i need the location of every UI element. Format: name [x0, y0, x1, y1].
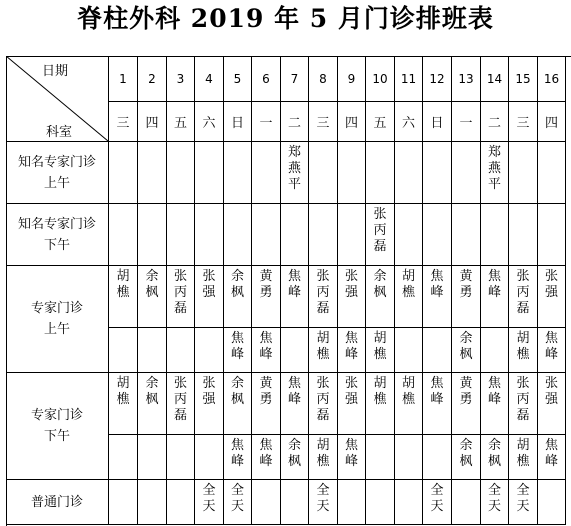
schedule-cell: [281, 142, 309, 204]
day-number-cell: [281, 56, 309, 102]
day-number: 13: [458, 71, 474, 86]
weekday-cell: [224, 102, 252, 142]
department-cell: [6, 142, 109, 204]
day-number: 9: [347, 71, 356, 86]
doctor-name: 焦 峰: [259, 331, 273, 362]
schedule-cell: [309, 328, 338, 373]
department-label: [18, 152, 96, 194]
department-label: [31, 298, 83, 340]
weekday-cell: [195, 102, 224, 142]
schedule-cell: [481, 142, 509, 204]
weekday-label: 三: [116, 116, 130, 131]
schedule-cell: [366, 204, 395, 266]
day-number-cell: [509, 56, 538, 102]
doctor-name: 焦 峰: [287, 376, 301, 407]
full-day-label: 全 天: [516, 483, 530, 514]
schedule-cell: [395, 435, 423, 480]
doctor-name: 胡 樵: [116, 376, 130, 407]
weekday-label: 四: [544, 116, 558, 131]
schedule-cell: [338, 266, 366, 328]
dept-header-label: 科室: [46, 125, 73, 140]
schedule-cell: [195, 266, 224, 328]
schedule-cell: [338, 142, 366, 204]
day-number: 5: [233, 71, 242, 86]
doctor-name: 张 丙 磊: [516, 376, 530, 423]
doctor-name: 张 丙 磊: [373, 207, 387, 254]
schedule-cell: [281, 373, 309, 435]
day-number-cell: [224, 56, 252, 102]
weekday-label: 四: [344, 116, 358, 131]
schedule-cell: [195, 373, 224, 435]
schedule-cell: [309, 142, 338, 204]
schedule-cell: [481, 328, 509, 373]
schedule-cell: [366, 266, 395, 328]
schedule-cell: [138, 480, 167, 525]
doctor-name: 张 强: [202, 376, 216, 407]
doctor-name: 余 枫: [287, 438, 301, 469]
schedule-cell: [224, 142, 252, 204]
schedule-cell: [252, 266, 281, 328]
day-number-cell: [395, 56, 423, 102]
doctor-name: 郑 燕 平: [487, 145, 501, 192]
schedule-cell: [138, 328, 167, 373]
weekday-label: 三: [316, 116, 330, 131]
day-number-cell: [423, 56, 452, 102]
schedule-cell: [281, 435, 309, 480]
schedule-cell: [481, 435, 509, 480]
schedule-cell: [395, 328, 423, 373]
schedule-cell: [423, 373, 452, 435]
schedule-cell: [224, 328, 252, 373]
weekday-cell: [423, 102, 452, 142]
schedule-cell: [109, 266, 138, 328]
schedule-cell: [452, 142, 481, 204]
weekday-label: 二: [287, 116, 301, 131]
schedule-cell: [481, 204, 509, 266]
department-cell: [6, 373, 109, 480]
schedule-cell: [309, 204, 338, 266]
weekday-cell: [366, 102, 395, 142]
doctor-name: 张 强: [344, 269, 358, 300]
schedule-cell: [538, 328, 566, 373]
schedule-cell: [395, 266, 423, 328]
schedule-cell: [509, 480, 538, 525]
schedule-cell: [252, 480, 281, 525]
doctor-name: 胡 樵: [116, 269, 130, 300]
day-number-cell: [109, 56, 138, 102]
schedule-cell: [138, 373, 167, 435]
schedule-cell: [538, 204, 566, 266]
schedule-cell: [366, 328, 395, 373]
department-label-line: 专家门诊: [30, 301, 83, 316]
schedule-cell: [538, 266, 566, 328]
department-label-line: 知名专家门诊: [17, 216, 96, 232]
doctor-name: 余 枫: [373, 269, 387, 300]
schedule-cell: [366, 142, 395, 204]
doctor-name: 胡 樵: [316, 438, 330, 469]
day-number: 2: [148, 71, 156, 86]
schedule-cell: [452, 373, 481, 435]
day-number: 15: [515, 71, 531, 86]
doctor-name: 焦 峰: [230, 438, 244, 469]
doctor-name: 黄 勇: [459, 269, 473, 300]
day-number: 11: [400, 71, 417, 86]
schedule-cell: [423, 204, 452, 266]
weekday-label: 六: [202, 116, 216, 131]
day-number: 4: [205, 71, 213, 86]
doctor-name: 余 枫: [145, 269, 159, 300]
weekday-label: 六: [401, 116, 415, 131]
schedule-cell: [395, 480, 423, 525]
doctor-name: 张 丙 磊: [173, 376, 187, 423]
weekday-label: 日: [230, 116, 244, 131]
schedule-cell: [167, 480, 195, 525]
weekday-label: 二: [487, 116, 501, 131]
doctor-name: 余 枫: [459, 331, 473, 362]
schedule-cell: [167, 328, 195, 373]
schedule-cell: [109, 204, 138, 266]
day-number-cell: [138, 56, 167, 102]
schedule-cell: [423, 328, 452, 373]
schedule-cell: [138, 435, 167, 480]
schedule-cell: [481, 266, 509, 328]
weekday-cell: [338, 102, 366, 142]
day-number-cell: [167, 56, 195, 102]
day-number: 1: [119, 71, 127, 86]
doctor-name: 焦 峰: [430, 269, 444, 300]
schedule-cell: [538, 480, 566, 525]
schedule-cell: [452, 480, 481, 525]
corner-header-cell: [6, 56, 109, 142]
schedule-cell: [167, 142, 195, 204]
doctor-name: 余 枫: [145, 376, 159, 407]
schedule-cell: [167, 373, 195, 435]
doctor-name: 黄 勇: [459, 376, 473, 407]
doctor-name: 胡 樵: [316, 331, 330, 362]
full-day-label: 全 天: [430, 483, 444, 514]
schedule-cell: [167, 204, 195, 266]
schedule-cell: [338, 373, 366, 435]
schedule-cell: [167, 435, 195, 480]
department-label-line: 专家门诊: [30, 408, 83, 423]
schedule-cell: [109, 480, 138, 525]
schedule-cell: [252, 373, 281, 435]
day-number-cell: [452, 56, 481, 102]
day-number-cell: [252, 56, 281, 102]
full-day-label: 全 天: [230, 483, 244, 514]
schedule-cell: [252, 204, 281, 266]
date-header-label: 日期: [42, 64, 69, 79]
doctor-name: 张 丙 磊: [173, 269, 187, 316]
department-cell: [6, 204, 109, 266]
schedule-cell: [309, 373, 338, 435]
doctor-name: 胡 樵: [373, 331, 387, 362]
day-number-cell: [481, 56, 509, 102]
schedule-cell: [224, 204, 252, 266]
schedule-cell: [423, 480, 452, 525]
schedule-cell: [538, 435, 566, 480]
weekday-cell: [167, 102, 195, 142]
weekday-label: 一: [259, 116, 273, 131]
weekday-cell: [452, 102, 481, 142]
weekday-cell: [395, 102, 423, 142]
weekday-label: 日: [430, 116, 444, 131]
doctor-name: 黄 勇: [259, 269, 273, 300]
schedule-cell: [138, 266, 167, 328]
schedule-cell: [281, 266, 309, 328]
schedule-cell: [109, 328, 138, 373]
weekday-cell: [138, 102, 167, 142]
schedule-cell: [281, 328, 309, 373]
schedule-cell: [138, 204, 167, 266]
schedule-cell: [538, 373, 566, 435]
schedule-cell: [395, 373, 423, 435]
doctor-name: 焦 峰: [344, 331, 358, 362]
doctor-name: 焦 峰: [544, 438, 558, 469]
schedule-cell: [109, 435, 138, 480]
department-cell: [6, 266, 109, 373]
weekday-cell: [281, 102, 309, 142]
department-label-line: 下午: [43, 429, 70, 444]
schedule-cell: [224, 435, 252, 480]
department-label: [31, 492, 83, 513]
doctor-name: 张 强: [544, 269, 558, 300]
doctor-name: 黄 勇: [259, 376, 273, 407]
day-number: 8: [319, 71, 327, 86]
doctor-name: 余 枫: [230, 269, 244, 300]
weekday-cell: [109, 102, 138, 142]
schedule-cell: [281, 204, 309, 266]
schedule-cell: [309, 266, 338, 328]
schedule-cell: [281, 480, 309, 525]
schedule-cell: [195, 142, 224, 204]
doctor-name: 焦 峰: [487, 269, 501, 300]
doctor-name: 焦 峰: [544, 331, 558, 362]
weekday-cell: [509, 102, 538, 142]
page-title: 脊柱外科 2019 年 5 月门诊排班表: [77, 4, 494, 33]
schedule-cell: [109, 373, 138, 435]
schedule-cell: [224, 266, 252, 328]
schedule-cell: [309, 480, 338, 525]
schedule-cell: [509, 266, 538, 328]
day-number-cell: [538, 56, 566, 102]
day-number-cell: [338, 56, 366, 102]
schedule-cell: [338, 480, 366, 525]
doctor-name: 张 强: [344, 376, 358, 407]
schedule-cell: [481, 480, 509, 525]
weekday-label: 一: [459, 116, 473, 131]
department-label-line: 上午: [43, 322, 70, 337]
department-label-line: 知名专家门诊: [17, 154, 96, 170]
schedule-cell: [252, 328, 281, 373]
doctor-name: 胡 樵: [516, 331, 530, 362]
day-number: 14: [486, 71, 503, 86]
full-day-label: 全 天: [487, 483, 501, 514]
full-day-label: 全 天: [316, 483, 330, 514]
schedule-cell: [481, 373, 509, 435]
schedule-cell: [538, 142, 566, 204]
schedule-cell: [395, 142, 423, 204]
schedule-cell: [167, 266, 195, 328]
schedule-cell: [195, 480, 224, 525]
doctor-name: 胡 樵: [401, 269, 415, 300]
schedule-cell: [509, 142, 538, 204]
doctor-name: 焦 峰: [430, 376, 444, 407]
schedule-cell: [366, 435, 395, 480]
doctor-name: 胡 樵: [373, 376, 387, 407]
weekday-cell: [481, 102, 509, 142]
department-cell: [6, 480, 109, 525]
schedule-cell: [338, 435, 366, 480]
doctor-name: 焦 峰: [259, 438, 273, 469]
weekday-cell: [309, 102, 338, 142]
day-number-cell: [309, 56, 338, 102]
doctor-name: 胡 樵: [401, 376, 415, 407]
day-number: 7: [290, 71, 299, 86]
department-label-line: 下午: [43, 237, 70, 253]
schedule-cell: [195, 328, 224, 373]
department-label: [31, 405, 83, 447]
weekday-label: 五: [173, 116, 187, 131]
schedule-cell: [138, 142, 167, 204]
schedule-cell: [423, 435, 452, 480]
schedule-cell: [423, 266, 452, 328]
schedule-cell: [452, 204, 481, 266]
schedule-cell: [338, 204, 366, 266]
weekday-label: 五: [373, 116, 387, 131]
weekday-label: 四: [145, 116, 159, 131]
full-day-label: 全 天: [202, 483, 216, 514]
doctor-name: 焦 峰: [287, 269, 301, 300]
schedule-cell: [195, 204, 224, 266]
schedule-table: [6, 56, 571, 526]
weekday-label: 三: [516, 116, 530, 131]
weekday-cell: [252, 102, 281, 142]
schedule-cell: [252, 142, 281, 204]
schedule-cell: [195, 435, 224, 480]
schedule-cell: [252, 435, 281, 480]
department-label-line: 普通门诊: [30, 494, 83, 510]
day-number: 16: [543, 71, 560, 86]
schedule-cell: [423, 142, 452, 204]
schedule-cell: [224, 373, 252, 435]
doctor-name: 张 强: [544, 376, 558, 407]
day-number: 10: [372, 71, 388, 86]
schedule-cell: [338, 328, 366, 373]
schedule-cell: [109, 142, 138, 204]
day-number: 12: [429, 71, 445, 86]
weekday-cell: [538, 102, 566, 142]
doctor-name: 胡 樵: [516, 438, 530, 469]
schedule-cell: [509, 204, 538, 266]
doctor-name: 张 强: [202, 269, 216, 300]
schedule-cell: [395, 204, 423, 266]
doctor-name: 张 丙 磊: [316, 269, 330, 316]
day-number-cell: [195, 56, 224, 102]
schedule-cell: [452, 328, 481, 373]
doctor-name: 余 枫: [487, 438, 501, 469]
doctor-name: 焦 峰: [487, 376, 501, 407]
doctor-name: 焦 峰: [344, 438, 358, 469]
doctor-name: 余 枫: [230, 376, 244, 407]
schedule-cell: [509, 328, 538, 373]
schedule-cell: [509, 373, 538, 435]
department-label: [18, 214, 96, 256]
schedule-cell: [452, 266, 481, 328]
doctor-name: 余 枫: [459, 438, 473, 469]
schedule-cell: [366, 373, 395, 435]
day-number: 3: [176, 71, 185, 86]
schedule-cell: [309, 435, 338, 480]
day-number: 6: [262, 71, 270, 86]
schedule-cell: [452, 435, 481, 480]
day-number-cell: [366, 56, 395, 102]
schedule-cell: [224, 480, 252, 525]
department-label-line: 上午: [43, 175, 70, 191]
schedule-cell: [509, 435, 538, 480]
schedule-cell: [366, 480, 395, 525]
doctor-name: 张 丙 磊: [316, 376, 330, 423]
doctor-name: 焦 峰: [230, 331, 244, 362]
doctor-name: 郑 燕 平: [287, 145, 301, 192]
doctor-name: 张 丙 磊: [516, 269, 530, 316]
